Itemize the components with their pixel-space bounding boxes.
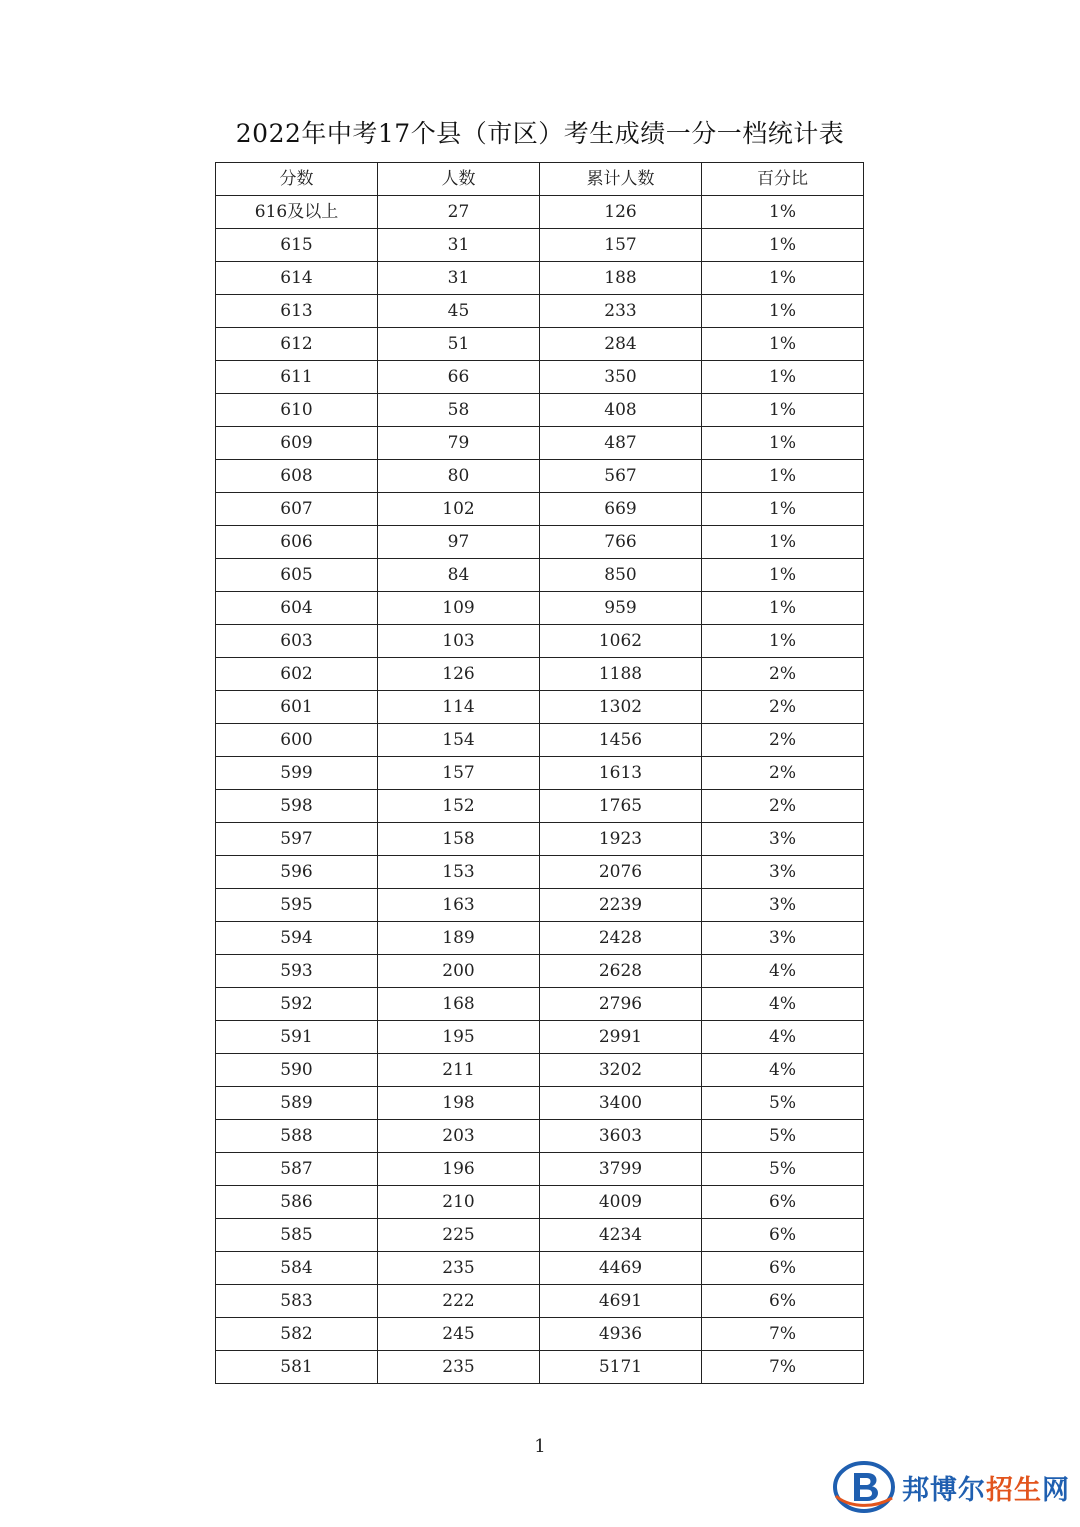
cell-cumulative: 3799 xyxy=(540,1153,702,1186)
cell-score: 586 xyxy=(216,1186,378,1219)
cell-percent: 6% xyxy=(702,1186,864,1219)
table-row xyxy=(216,955,864,988)
page-number: 1 xyxy=(534,1436,546,1457)
cell-percent: 1% xyxy=(702,229,864,262)
cell-cumulative: 567 xyxy=(540,460,702,493)
cell-count: 200 xyxy=(378,955,540,988)
header-cumulative: 累计人数 xyxy=(540,163,702,196)
table-row xyxy=(216,295,864,328)
header-score: 分数 xyxy=(216,163,378,196)
table-row xyxy=(216,625,864,658)
table-row xyxy=(216,229,864,262)
table-row xyxy=(216,922,864,955)
header-percent: 百分比 xyxy=(702,163,864,196)
cell-cumulative: 3202 xyxy=(540,1054,702,1087)
cell-percent: 1% xyxy=(702,493,864,526)
cell-score: 596 xyxy=(216,856,378,889)
cell-count: 102 xyxy=(378,493,540,526)
table-row xyxy=(216,427,864,460)
cell-score: 605 xyxy=(216,559,378,592)
cell-score: 590 xyxy=(216,1054,378,1087)
cell-cumulative: 959 xyxy=(540,592,702,625)
cell-score: 611 xyxy=(216,361,378,394)
cell-percent: 5% xyxy=(702,1120,864,1153)
table-row xyxy=(216,1021,864,1054)
cell-score: 616及以上 xyxy=(216,196,378,229)
cell-score: 595 xyxy=(216,889,378,922)
table-row xyxy=(216,493,864,526)
cell-count: 154 xyxy=(378,724,540,757)
cell-score: 608 xyxy=(216,460,378,493)
cell-cumulative: 4936 xyxy=(540,1318,702,1351)
cell-percent: 5% xyxy=(702,1153,864,1186)
table-row xyxy=(216,724,864,757)
cell-score: 597 xyxy=(216,823,378,856)
table-row xyxy=(216,1186,864,1219)
cell-percent: 3% xyxy=(702,889,864,922)
table-row xyxy=(216,823,864,856)
cell-score: 587 xyxy=(216,1153,378,1186)
cell-count: 235 xyxy=(378,1351,540,1384)
cell-count: 245 xyxy=(378,1318,540,1351)
cell-count: 153 xyxy=(378,856,540,889)
cell-score: 606 xyxy=(216,526,378,559)
cell-cumulative: 766 xyxy=(540,526,702,559)
cell-cumulative: 1765 xyxy=(540,790,702,823)
page-title: 2022年中考17个县（市区）考生成绩一分一档统计表 xyxy=(235,119,845,148)
cell-cumulative: 850 xyxy=(540,559,702,592)
table-row xyxy=(216,988,864,1021)
watermark-text-part2: 招生 xyxy=(986,1474,1042,1506)
cell-cumulative: 2796 xyxy=(540,988,702,1021)
cell-percent: 1% xyxy=(702,460,864,493)
cell-score: 583 xyxy=(216,1285,378,1318)
cell-cumulative: 2991 xyxy=(540,1021,702,1054)
cell-score: 602 xyxy=(216,658,378,691)
cell-percent: 4% xyxy=(702,1021,864,1054)
cell-score: 588 xyxy=(216,1120,378,1153)
table-row xyxy=(216,1087,864,1120)
cell-count: 126 xyxy=(378,658,540,691)
cell-count: 189 xyxy=(378,922,540,955)
cell-score: 607 xyxy=(216,493,378,526)
table-row xyxy=(216,658,864,691)
cell-count: 80 xyxy=(378,460,540,493)
table-row xyxy=(216,262,864,295)
table-row xyxy=(216,1318,864,1351)
cell-percent: 3% xyxy=(702,856,864,889)
cell-count: 114 xyxy=(378,691,540,724)
cell-count: 168 xyxy=(378,988,540,1021)
cell-score: 593 xyxy=(216,955,378,988)
cell-count: 222 xyxy=(378,1285,540,1318)
table-row xyxy=(216,196,864,229)
cell-count: 103 xyxy=(378,625,540,658)
table-row xyxy=(216,592,864,625)
cell-cumulative: 3400 xyxy=(540,1087,702,1120)
cell-percent: 1% xyxy=(702,361,864,394)
table-row xyxy=(216,790,864,823)
cell-percent: 2% xyxy=(702,724,864,757)
cell-cumulative: 1302 xyxy=(540,691,702,724)
cell-count: 158 xyxy=(378,823,540,856)
cell-cumulative: 350 xyxy=(540,361,702,394)
table-row xyxy=(216,1054,864,1087)
table-row xyxy=(216,1219,864,1252)
cell-cumulative: 126 xyxy=(540,196,702,229)
table-row xyxy=(216,526,864,559)
cell-cumulative: 233 xyxy=(540,295,702,328)
table-row xyxy=(216,1120,864,1153)
cell-percent: 4% xyxy=(702,1054,864,1087)
table-row xyxy=(216,1285,864,1318)
cell-score: 599 xyxy=(216,757,378,790)
cell-cumulative: 1456 xyxy=(540,724,702,757)
cell-count: 203 xyxy=(378,1120,540,1153)
cell-count: 195 xyxy=(378,1021,540,1054)
cell-percent: 1% xyxy=(702,526,864,559)
cell-cumulative: 1923 xyxy=(540,823,702,856)
cell-percent: 1% xyxy=(702,196,864,229)
cell-cumulative: 4009 xyxy=(540,1186,702,1219)
score-distribution-table xyxy=(215,162,864,1384)
cell-percent: 1% xyxy=(702,427,864,460)
cell-percent: 1% xyxy=(702,328,864,361)
cell-score: 581 xyxy=(216,1351,378,1384)
cell-percent: 2% xyxy=(702,790,864,823)
cell-cumulative: 408 xyxy=(540,394,702,427)
cell-count: 196 xyxy=(378,1153,540,1186)
cell-score: 600 xyxy=(216,724,378,757)
cell-percent: 3% xyxy=(702,823,864,856)
cell-cumulative: 4234 xyxy=(540,1219,702,1252)
cell-percent: 4% xyxy=(702,988,864,1021)
cell-percent: 7% xyxy=(702,1351,864,1384)
cell-percent: 6% xyxy=(702,1285,864,1318)
watermark-text-part3: 网 xyxy=(1042,1474,1070,1506)
cell-score: 594 xyxy=(216,922,378,955)
cell-cumulative: 669 xyxy=(540,493,702,526)
table-row xyxy=(216,1351,864,1384)
watermark-text-part1: 邦博尔 xyxy=(902,1474,986,1506)
table-row xyxy=(216,394,864,427)
cell-percent: 1% xyxy=(702,295,864,328)
cell-score: 601 xyxy=(216,691,378,724)
cell-count: 51 xyxy=(378,328,540,361)
cell-cumulative: 2239 xyxy=(540,889,702,922)
cell-score: 612 xyxy=(216,328,378,361)
cell-count: 109 xyxy=(378,592,540,625)
table-header-row xyxy=(216,163,864,196)
cell-cumulative: 4691 xyxy=(540,1285,702,1318)
cell-count: 31 xyxy=(378,229,540,262)
cell-percent: 6% xyxy=(702,1252,864,1285)
cell-count: 210 xyxy=(378,1186,540,1219)
cell-score: 589 xyxy=(216,1087,378,1120)
table-row xyxy=(216,889,864,922)
b-circle-logo-icon xyxy=(832,1460,896,1514)
cell-score: 615 xyxy=(216,229,378,262)
watermark-text xyxy=(902,1468,1070,1507)
cell-percent: 2% xyxy=(702,658,864,691)
table-row xyxy=(216,757,864,790)
cell-score: 598 xyxy=(216,790,378,823)
cell-percent: 7% xyxy=(702,1318,864,1351)
cell-score: 609 xyxy=(216,427,378,460)
cell-count: 79 xyxy=(378,427,540,460)
cell-score: 613 xyxy=(216,295,378,328)
cell-cumulative: 157 xyxy=(540,229,702,262)
cell-count: 45 xyxy=(378,295,540,328)
cell-percent: 2% xyxy=(702,757,864,790)
cell-count: 211 xyxy=(378,1054,540,1087)
cell-cumulative: 188 xyxy=(540,262,702,295)
cell-count: 84 xyxy=(378,559,540,592)
cell-percent: 3% xyxy=(702,922,864,955)
watermark-logo xyxy=(832,1460,1072,1514)
table-row xyxy=(216,328,864,361)
table-row xyxy=(216,361,864,394)
table-row xyxy=(216,1153,864,1186)
cell-count: 198 xyxy=(378,1087,540,1120)
cell-score: 585 xyxy=(216,1219,378,1252)
cell-count: 31 xyxy=(378,262,540,295)
cell-percent: 1% xyxy=(702,559,864,592)
cell-count: 225 xyxy=(378,1219,540,1252)
cell-score: 584 xyxy=(216,1252,378,1285)
cell-cumulative: 1188 xyxy=(540,658,702,691)
table-row xyxy=(216,691,864,724)
cell-score: 603 xyxy=(216,625,378,658)
cell-percent: 5% xyxy=(702,1087,864,1120)
cell-cumulative: 1613 xyxy=(540,757,702,790)
cell-score: 610 xyxy=(216,394,378,427)
cell-score: 592 xyxy=(216,988,378,1021)
cell-percent: 6% xyxy=(702,1219,864,1252)
cell-count: 58 xyxy=(378,394,540,427)
cell-cumulative: 2428 xyxy=(540,922,702,955)
table-body xyxy=(216,196,864,1384)
cell-percent: 2% xyxy=(702,691,864,724)
cell-cumulative: 487 xyxy=(540,427,702,460)
table-row xyxy=(216,856,864,889)
cell-cumulative: 4469 xyxy=(540,1252,702,1285)
cell-count: 235 xyxy=(378,1252,540,1285)
cell-cumulative: 5171 xyxy=(540,1351,702,1384)
cell-percent: 1% xyxy=(702,262,864,295)
table-row xyxy=(216,460,864,493)
cell-percent: 1% xyxy=(702,592,864,625)
cell-cumulative: 2076 xyxy=(540,856,702,889)
cell-percent: 1% xyxy=(702,625,864,658)
cell-score: 582 xyxy=(216,1318,378,1351)
cell-score: 604 xyxy=(216,592,378,625)
cell-count: 157 xyxy=(378,757,540,790)
cell-count: 97 xyxy=(378,526,540,559)
cell-cumulative: 284 xyxy=(540,328,702,361)
cell-score: 591 xyxy=(216,1021,378,1054)
cell-cumulative: 1062 xyxy=(540,625,702,658)
cell-count: 66 xyxy=(378,361,540,394)
cell-count: 163 xyxy=(378,889,540,922)
cell-cumulative: 3603 xyxy=(540,1120,702,1153)
cell-count: 27 xyxy=(378,196,540,229)
cell-cumulative: 2628 xyxy=(540,955,702,988)
cell-percent: 1% xyxy=(702,394,864,427)
table-row xyxy=(216,1252,864,1285)
header-count: 人数 xyxy=(378,163,540,196)
cell-score: 614 xyxy=(216,262,378,295)
table-row xyxy=(216,559,864,592)
cell-count: 152 xyxy=(378,790,540,823)
cell-percent: 4% xyxy=(702,955,864,988)
